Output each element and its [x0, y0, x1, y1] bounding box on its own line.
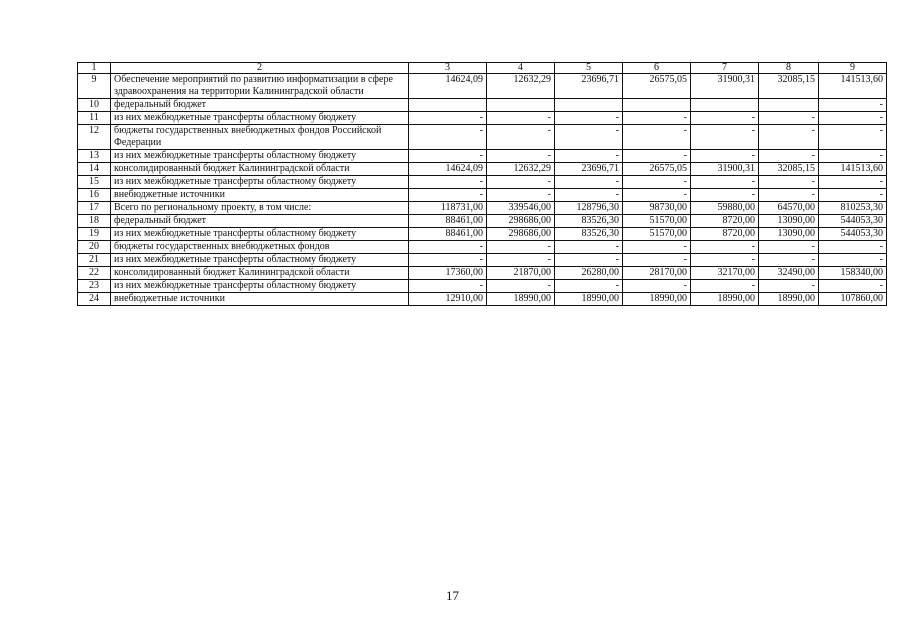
table-row — [78, 293, 887, 306]
value-cell: 18990,00 — [759, 293, 819, 306]
value-cell: - — [819, 241, 887, 254]
row-number: 14 — [78, 163, 111, 176]
row-number: 21 — [78, 254, 111, 267]
column-number: 5 — [555, 63, 623, 74]
value-cell: - — [487, 254, 555, 267]
value-cell: 28170,00 — [623, 267, 691, 280]
value-cell — [555, 99, 623, 112]
value-cell: 98730,00 — [623, 202, 691, 215]
table-row — [78, 202, 887, 215]
column-number: 8 — [759, 63, 819, 74]
value-cell: - — [759, 189, 819, 202]
value-cell — [759, 99, 819, 112]
value-cell: - — [759, 150, 819, 163]
value-cell: - — [623, 176, 691, 189]
value-cell: 8720,00 — [691, 228, 759, 241]
value-cell: - — [759, 254, 819, 267]
page-number: 17 — [446, 588, 459, 603]
column-number: 4 — [487, 63, 555, 74]
value-cell: 141513,60 — [819, 163, 887, 176]
value-cell: 128796,30 — [555, 202, 623, 215]
value-cell — [487, 99, 555, 112]
value-cell: - — [759, 241, 819, 254]
value-cell: 32490,00 — [759, 267, 819, 280]
value-cell: - — [819, 99, 887, 112]
value-cell: - — [623, 150, 691, 163]
row-number: 11 — [78, 112, 111, 125]
value-cell: - — [691, 241, 759, 254]
table-row — [78, 267, 887, 280]
table-row — [78, 163, 887, 176]
value-cell: 107860,00 — [819, 293, 887, 306]
value-cell: - — [409, 241, 487, 254]
value-cell: - — [691, 176, 759, 189]
value-cell: 298686,00 — [487, 215, 555, 228]
value-cell: - — [555, 125, 623, 150]
value-cell: - — [409, 112, 487, 125]
value-cell: - — [819, 189, 887, 202]
row-number: 13 — [78, 150, 111, 163]
value-cell — [623, 99, 691, 112]
value-cell: 12910,00 — [409, 293, 487, 306]
value-cell: 64570,00 — [759, 202, 819, 215]
row-number: 24 — [78, 293, 111, 306]
table-body — [78, 63, 887, 306]
value-cell: 18990,00 — [691, 293, 759, 306]
value-cell: - — [759, 112, 819, 125]
row-label: консолидированный бюджет Калининградской области — [111, 163, 409, 176]
value-cell: 26575,05 — [623, 163, 691, 176]
row-label: Обеспечение мероприятий по развитию информатизации в сфере здравоохранения на территории Калининградской области — [111, 74, 409, 99]
column-number-row — [78, 63, 887, 74]
row-label: бюджеты государственных внебюджетных фондов Российской Федерации — [111, 125, 409, 150]
value-cell: - — [409, 254, 487, 267]
value-cell: - — [487, 189, 555, 202]
value-cell: 23696,71 — [555, 163, 623, 176]
value-cell: - — [759, 280, 819, 293]
value-cell: 18990,00 — [623, 293, 691, 306]
row-label: внебюджетные источники — [111, 293, 409, 306]
value-cell: - — [691, 254, 759, 267]
row-number: 19 — [78, 228, 111, 241]
row-number: 20 — [78, 241, 111, 254]
value-cell: 59880,00 — [691, 202, 759, 215]
value-cell: 32170,00 — [691, 267, 759, 280]
value-cell: 298686,00 — [487, 228, 555, 241]
value-cell: - — [487, 241, 555, 254]
value-cell: 51570,00 — [623, 215, 691, 228]
value-cell: - — [555, 112, 623, 125]
row-number: 17 — [78, 202, 111, 215]
value-cell: - — [759, 176, 819, 189]
value-cell: - — [487, 150, 555, 163]
row-label: из них межбюджетные трансферты областному бюджету — [111, 112, 409, 125]
column-number: 7 — [691, 63, 759, 74]
value-cell: 8720,00 — [691, 215, 759, 228]
value-cell: - — [819, 254, 887, 267]
value-cell: - — [691, 112, 759, 125]
value-cell: 88461,00 — [409, 228, 487, 241]
value-cell: 26575,05 — [623, 74, 691, 99]
value-cell: - — [819, 150, 887, 163]
table-row — [78, 112, 887, 125]
row-label: консолидированный бюджет Калининградской области — [111, 267, 409, 280]
column-number: 6 — [623, 63, 691, 74]
value-cell: - — [759, 125, 819, 150]
value-cell: - — [409, 280, 487, 293]
table-row — [78, 125, 887, 150]
value-cell — [691, 99, 759, 112]
table-row — [78, 99, 887, 112]
value-cell: - — [819, 112, 887, 125]
value-cell: - — [409, 150, 487, 163]
value-cell: 544053,30 — [819, 228, 887, 241]
value-cell: 158340,00 — [819, 267, 887, 280]
value-cell: 31900,31 — [691, 74, 759, 99]
value-cell: - — [819, 125, 887, 150]
value-cell: 83526,30 — [555, 215, 623, 228]
table-row — [78, 74, 887, 99]
value-cell: 12632,29 — [487, 163, 555, 176]
value-cell: 32085,15 — [759, 163, 819, 176]
value-cell: - — [555, 241, 623, 254]
value-cell: 18990,00 — [487, 293, 555, 306]
value-cell: 26280,00 — [555, 267, 623, 280]
column-number: 2 — [111, 63, 409, 74]
value-cell: - — [409, 176, 487, 189]
row-number: 23 — [78, 280, 111, 293]
table-row — [78, 150, 887, 163]
value-cell: 31900,31 — [691, 163, 759, 176]
table-row — [78, 215, 887, 228]
value-cell: - — [409, 125, 487, 150]
value-cell: 83526,30 — [555, 228, 623, 241]
table-row — [78, 228, 887, 241]
value-cell: - — [623, 254, 691, 267]
row-number: 12 — [78, 125, 111, 150]
value-cell: - — [555, 254, 623, 267]
value-cell: 810253,30 — [819, 202, 887, 215]
value-cell: 14624,09 — [409, 163, 487, 176]
value-cell: 13090,00 — [759, 228, 819, 241]
value-cell: 12632,29 — [487, 74, 555, 99]
value-cell: - — [409, 189, 487, 202]
value-cell: - — [555, 176, 623, 189]
value-cell: 118731,00 — [409, 202, 487, 215]
row-label: из них межбюджетные трансферты областному бюджету — [111, 254, 409, 267]
table-row — [78, 280, 887, 293]
table-row — [78, 189, 887, 202]
value-cell: - — [487, 176, 555, 189]
row-number: 9 — [78, 74, 111, 99]
value-cell: - — [691, 150, 759, 163]
row-number: 16 — [78, 189, 111, 202]
value-cell: 88461,00 — [409, 215, 487, 228]
value-cell: 14624,09 — [409, 74, 487, 99]
value-cell: 141513,60 — [819, 74, 887, 99]
row-number: 22 — [78, 267, 111, 280]
column-number: 1 — [78, 63, 111, 74]
row-label: из них межбюджетные трансферты областному бюджету — [111, 176, 409, 189]
value-cell: - — [623, 280, 691, 293]
value-cell: 51570,00 — [623, 228, 691, 241]
value-cell: - — [487, 280, 555, 293]
value-cell: 339546,00 — [487, 202, 555, 215]
value-cell: 544053,30 — [819, 215, 887, 228]
value-cell: - — [555, 280, 623, 293]
row-label: из них межбюджетные трансферты областному бюджету — [111, 280, 409, 293]
value-cell: - — [623, 112, 691, 125]
row-label: из них межбюджетные трансферты областному бюджету — [111, 150, 409, 163]
value-cell — [409, 99, 487, 112]
value-cell: 21870,00 — [487, 267, 555, 280]
table-row — [78, 176, 887, 189]
row-label: Всего по региональному проекту, в том числе: — [111, 202, 409, 215]
value-cell: 18990,00 — [555, 293, 623, 306]
value-cell: - — [691, 189, 759, 202]
budget-table — [77, 62, 887, 306]
column-number: 3 — [409, 63, 487, 74]
row-number: 10 — [78, 99, 111, 112]
table-row — [78, 254, 887, 267]
value-cell: - — [623, 125, 691, 150]
value-cell: - — [487, 125, 555, 150]
row-number: 15 — [78, 176, 111, 189]
value-cell: 17360,00 — [409, 267, 487, 280]
value-cell: - — [487, 112, 555, 125]
value-cell: - — [555, 150, 623, 163]
row-label: из них межбюджетные трансферты областному бюджету — [111, 228, 409, 241]
value-cell: - — [691, 125, 759, 150]
row-label: федеральный бюджет — [111, 99, 409, 112]
row-label: внебюджетные источники — [111, 189, 409, 202]
value-cell: 32085,15 — [759, 74, 819, 99]
row-label: бюджеты государственных внебюджетных фондов — [111, 241, 409, 254]
value-cell: 23696,71 — [555, 74, 623, 99]
value-cell: - — [691, 280, 759, 293]
value-cell: - — [819, 176, 887, 189]
value-cell: - — [623, 241, 691, 254]
table-row — [78, 241, 887, 254]
value-cell: 13090,00 — [759, 215, 819, 228]
value-cell: - — [555, 189, 623, 202]
column-number: 9 — [819, 63, 887, 74]
value-cell: - — [819, 280, 887, 293]
row-number: 18 — [78, 215, 111, 228]
value-cell: - — [623, 189, 691, 202]
row-label: федеральный бюджет — [111, 215, 409, 228]
